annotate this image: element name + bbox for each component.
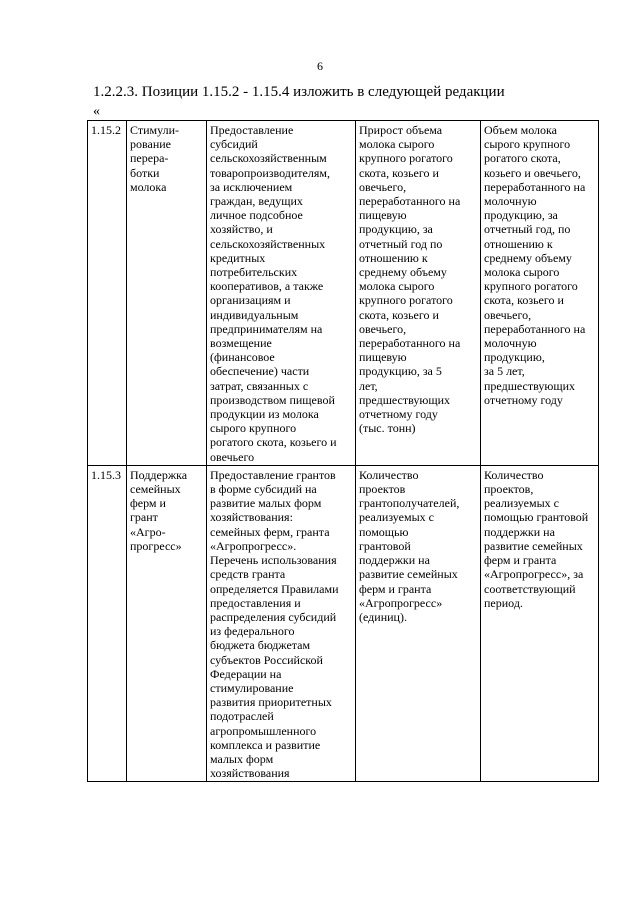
position-id-cell: 1.15.3	[88, 465, 127, 781]
indicator-cell: Прирост объема молока сырого крупного рогатого скота, козьего и овечьего, переработанного на пищевую продукцию, за отчетный год по отношению к среднему объему молока сырого крупного рогатого скота, козьего и овечьего, переработанного на пищевую продукцию, за 5 лет, предшествующих отчетному году (тыс. тонн)	[356, 121, 481, 466]
indicator-cell: Количество проектов грантополучателей, реализуемых с помощью грантовой поддержки на развитие семейных ферм и гранта «Агропрогресс» (единиц).	[356, 465, 481, 781]
table-row	[88, 121, 599, 466]
measure-description-cell: Предоставление грантов в форме субсидий на развитие малых форм хозяйствования: семейных ферм, гранта «Агропрогресс». Перечень использования средств гранта определяется Правилами предоставления и распределения субсидий из федерального бюджета бюджетам субъектов Российской Федерации на стимулирование развития приоритетных подотраслей агропромышленного комплекса и развитие малых форм хозяйствования	[207, 465, 356, 781]
section-heading: 1.2.2.3. Позиции 1.15.2 - 1.15.4 изложить в следующей редакции	[93, 84, 505, 100]
measure-name-cell: Стимули- рование перера- ботки молока	[127, 121, 207, 466]
opening-quote-mark: «	[93, 104, 100, 119]
page-number: 6	[317, 59, 323, 73]
result-cell: Количество проектов, реализуемых с помощью грантовой поддержки на развитие семейных ферм и гранта «Агропрогресс», за соответствующий период.	[481, 465, 599, 781]
position-id-cell: 1.15.2	[88, 121, 127, 466]
measure-name-cell: Поддержка семейных ферм и грант «Агро- прогресс»	[127, 465, 207, 781]
result-cell: Объем молока сырого крупного рогатого скота, козьего и овечьего, переработанного на молочную продукцию, за отчетный год, по отношению к среднему объему молока сырого крупного рогатого скота, козьего и овечьего, переработанного на молочную продукцию, за 5 лет, предшествующих отчетному году	[481, 121, 599, 466]
measure-description-cell: Предоставление субсидий сельскохозяйственным товаропроизводителям, за исключением граждан, ведущих личное подсобное хозяйство, и сельскохозяйственных кредитных потребительских кооперативов, а также организациям и индивидуальным предпринимателям на возмещение (финансовое обеспечение) части затрат, связанных с производством пищевой продукции из молока сырого крупного рогатого скота, козьего и овечьего	[207, 121, 356, 466]
table-row	[88, 465, 599, 781]
positions-table	[87, 120, 599, 782]
